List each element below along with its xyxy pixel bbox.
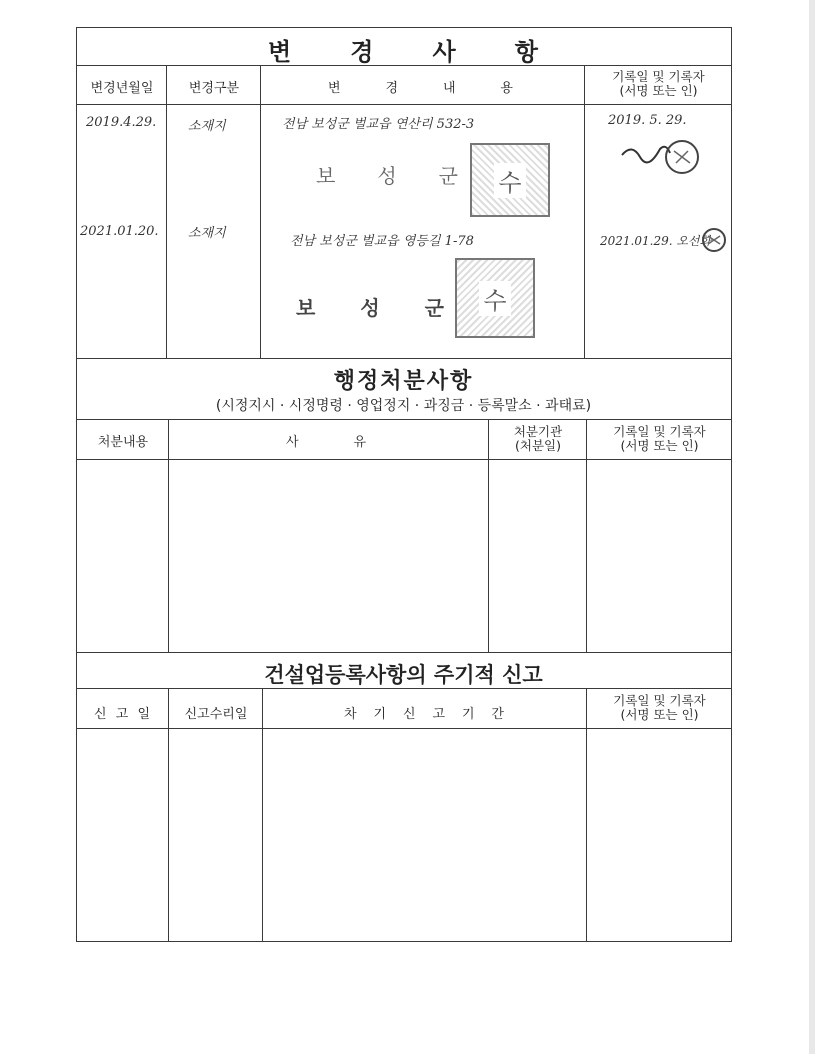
table-border	[76, 27, 731, 28]
header-change-date: 변경년월일	[90, 81, 154, 96]
header-report-date: 신 고 일	[94, 707, 150, 722]
section-title-periodic-report: 건설업등록사항의 주기적 신고	[264, 663, 543, 687]
column-divider	[488, 419, 489, 652]
column-divider	[584, 65, 585, 358]
column-divider	[168, 688, 169, 941]
section-subtitle-admin: (시정지시 · 시정명령 · 영업정지 · 과징금 · 등록말소 · 과태료)	[215, 398, 592, 414]
entry-2-county-name: 보 성 군	[296, 296, 444, 320]
column-divider	[168, 419, 169, 652]
table-border	[76, 459, 731, 460]
table-border	[76, 104, 731, 105]
entry-1-county-name: 보 성 군	[316, 164, 458, 188]
entry-2-official-seal: 수	[455, 258, 535, 338]
section-title-changes: 변 경 사 항	[268, 38, 538, 66]
column-divider	[586, 688, 587, 941]
entry-1-record: 2019. 5. 29.	[608, 113, 687, 128]
header-recorder-periodic: 기록일 및 기록자 (서명 또는 인)	[613, 693, 706, 722]
entry-1-signature	[620, 133, 700, 181]
entry-2-content: 전남 보성군 벌교읍 영등길 1-78	[290, 234, 474, 249]
table-border	[76, 27, 77, 942]
table-border	[76, 688, 731, 689]
header-accept-date: 신고수리일	[184, 707, 248, 722]
header-reason: 사 유	[286, 435, 366, 450]
header-recorder-admin: 기록일 및 기록자 (서명 또는 인)	[613, 424, 706, 453]
entry-1-content: 전남 보성군 벌교읍 연산리 532-3	[282, 117, 475, 132]
column-divider	[262, 688, 263, 941]
entry-2-personal-seal-icon	[700, 226, 728, 254]
column-divider	[260, 65, 261, 358]
table-border	[76, 728, 731, 729]
table-border	[76, 941, 732, 942]
header-disposition-content: 처분내용	[97, 435, 149, 450]
column-divider	[166, 65, 167, 358]
column-divider	[586, 419, 587, 652]
table-border	[76, 652, 731, 653]
header-next-period: 차 기 신 고 기 간	[344, 707, 504, 722]
entry-1-type: 소재지	[188, 119, 226, 134]
header-change-content: 변 경 내 용	[328, 81, 513, 96]
entry-1-official-seal: 수	[470, 143, 550, 217]
header-agency: 처분기관 (처분일)	[513, 424, 563, 453]
header-recorder: 기록일 및 기록자 (서명 또는 인)	[612, 69, 705, 98]
table-border	[76, 358, 731, 359]
entry-2-record: 2021.01.29. 오선화	[600, 234, 712, 248]
table-border	[76, 419, 731, 420]
entry-2-type: 소재지	[188, 226, 226, 241]
entry-1-date: 2019.4.29.	[86, 115, 157, 130]
section-title-admin: 행정처분사항	[333, 369, 474, 394]
entry-2-date: 2021.01.20.	[80, 224, 159, 239]
header-change-type: 변경구분	[188, 81, 240, 96]
table-border	[731, 27, 732, 942]
